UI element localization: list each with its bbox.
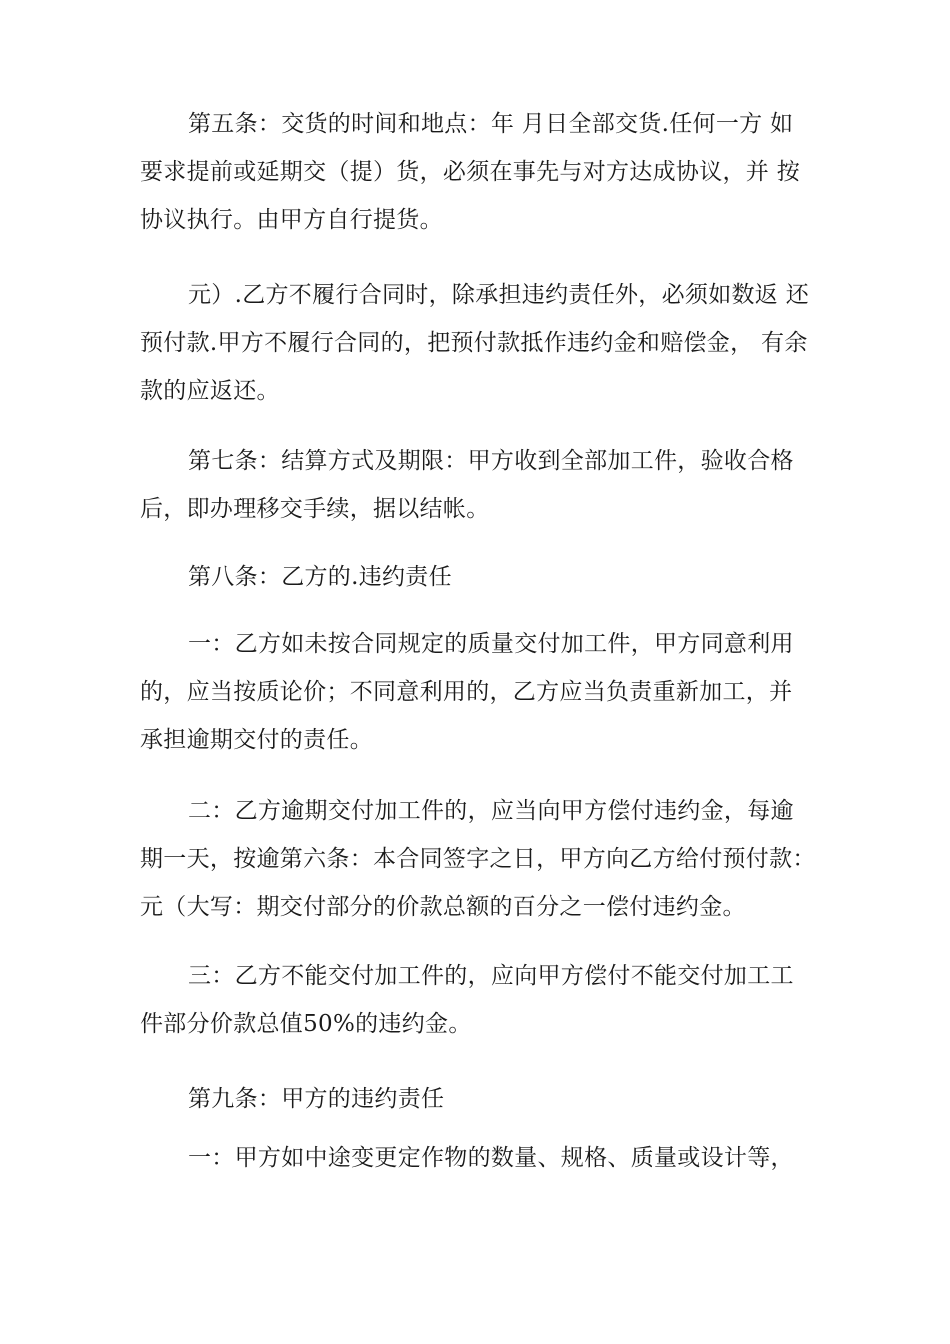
text-line: 件部分价款总值50%的违约金。 bbox=[140, 1011, 472, 1037]
text-line: 二：乙方逾期交付加工件的，应当向甲方偿付违约金，每逾 bbox=[188, 798, 794, 824]
paragraph-article-8-item-1 bbox=[140, 620, 830, 764]
text-line: 第八条：乙方的.违约责任 bbox=[188, 564, 452, 590]
text-line: 的，应当按质论价；不同意利用的，乙方应当负责重新加工，并 bbox=[140, 679, 793, 705]
paragraph-article-8-item-3 bbox=[140, 952, 830, 1048]
paragraph-article-5 bbox=[140, 100, 830, 244]
text-line: 元）.乙方不履行合同时，除承担违约责任外，必须如数返 还 bbox=[188, 282, 810, 308]
text-line: 第九条：甲方的违约责任 bbox=[188, 1086, 445, 1112]
text-line: 承担逾期交付的责任。 bbox=[140, 727, 373, 753]
text-line: 后，即办理移交手续，据以结帐。 bbox=[140, 496, 490, 522]
text-line: 要求提前或延期交（提）货，必须在事先与对方达成协议，并 按 bbox=[140, 159, 801, 185]
paragraph-article-7 bbox=[140, 437, 830, 533]
text-line: 期一天，按逾第六条：本合同签字之日，甲方向乙方给付预付款： bbox=[140, 846, 816, 872]
paragraph-article-8-item-2 bbox=[140, 787, 830, 931]
text-line: 一：乙方如未按合同规定的质量交付加工件，甲方同意利用 bbox=[188, 631, 794, 657]
text-line: 三：乙方不能交付加工件的，应向甲方偿付不能交付加工工 bbox=[188, 963, 794, 989]
text-line: 一：甲方如中途变更定作物的数量、规格、质量或设计等， bbox=[188, 1145, 794, 1171]
paragraph-prepayment bbox=[140, 271, 830, 415]
text-line: 第七条：结算方式及期限：甲方收到全部加工件，验收合格 bbox=[188, 448, 794, 474]
text-line: 元（大写：期交付部分的价款总额的百分之一偿付违约金。 bbox=[140, 894, 746, 920]
text-line: 第五条：交货的时间和地点：年 月日全部交货.任何一方 如 bbox=[188, 111, 794, 137]
text-line: 款的应返还。 bbox=[140, 378, 280, 404]
heading-article-9 bbox=[140, 1075, 830, 1123]
text-line: 协议执行。由甲方自行提货。 bbox=[140, 207, 443, 233]
heading-article-8 bbox=[140, 553, 830, 601]
paragraph-article-9-item-1 bbox=[140, 1134, 830, 1182]
text-line: 预付款.甲方不履行合同的，把预付款抵作违约金和赔偿金， 有余 bbox=[140, 330, 808, 356]
